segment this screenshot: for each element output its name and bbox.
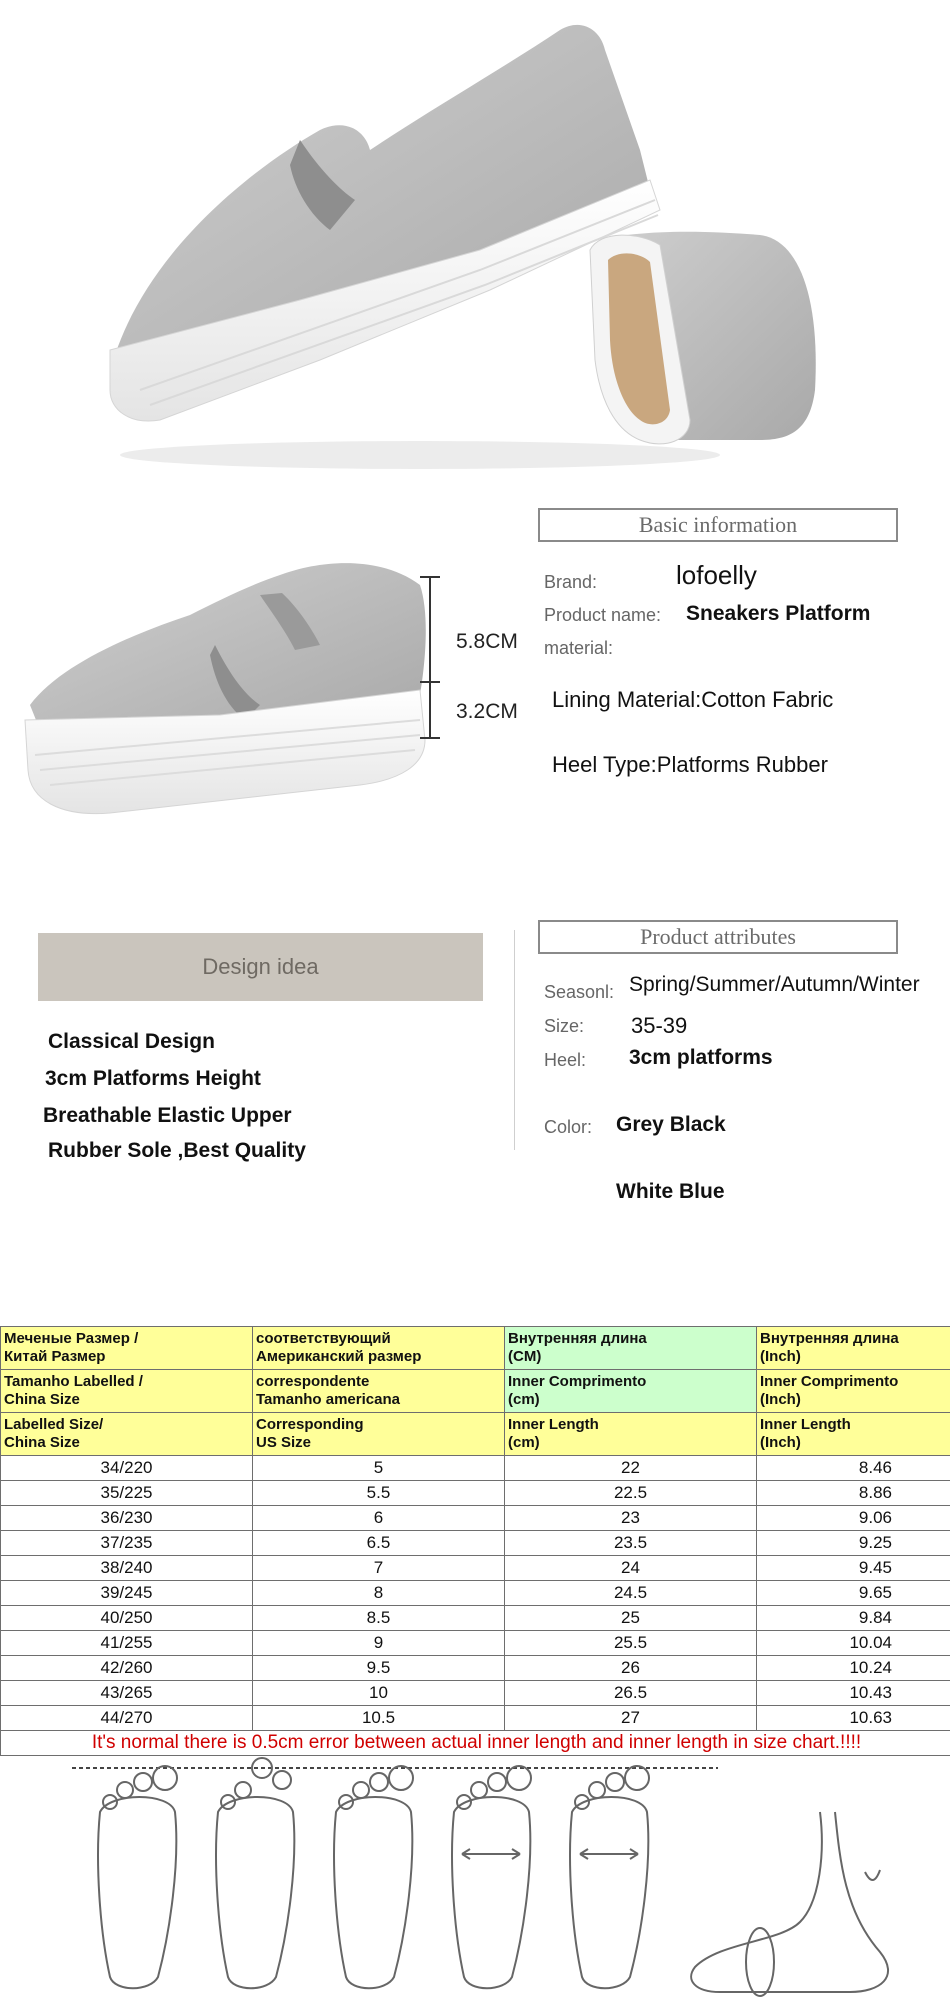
color-value-1: Grey Black xyxy=(616,1113,726,1136)
table-row xyxy=(1,1581,950,1606)
table-cell: 8.86 xyxy=(757,1481,950,1506)
table-cell: 9.84 xyxy=(757,1606,950,1631)
table-cell: 24 xyxy=(505,1556,757,1581)
size-table-header-row xyxy=(1,1413,950,1456)
header-cell: Внутренняя длина (CM) xyxy=(505,1327,757,1370)
table-row xyxy=(1,1681,950,1706)
table-cell: 22.5 xyxy=(505,1481,757,1506)
table-cell: 9.25 xyxy=(757,1531,950,1556)
product-name-label: Product name: xyxy=(544,605,662,625)
table-cell: 10.24 xyxy=(757,1656,950,1681)
season-value: Spring/Summer/Autumn/Winter xyxy=(629,973,920,996)
header-cell: Внутренняя длина (Inch) xyxy=(757,1327,950,1370)
table-cell: 36/230 xyxy=(1,1506,253,1531)
table-row xyxy=(1,1631,950,1656)
material-label: material: xyxy=(544,638,614,658)
color-value-2: White Blue xyxy=(616,1180,725,1203)
table-cell: 35/225 xyxy=(1,1481,253,1506)
table-cell: 10.04 xyxy=(757,1631,950,1656)
header-cell: соответствующий Американский размер xyxy=(253,1327,505,1370)
table-row xyxy=(1,1556,950,1581)
table-cell: 41/255 xyxy=(1,1631,253,1656)
table-cell: 38/240 xyxy=(1,1556,253,1581)
table-cell: 44/270 xyxy=(1,1706,253,1731)
table-cell: 42/260 xyxy=(1,1656,253,1681)
product-name-value: Sneakers Platform xyxy=(686,602,871,625)
table-cell: 8.5 xyxy=(253,1606,505,1631)
table-cell: 23 xyxy=(505,1506,757,1531)
table-row xyxy=(1,1706,950,1731)
table-row xyxy=(1,1456,950,1481)
size-table-header-row xyxy=(1,1370,950,1413)
table-cell: 10.43 xyxy=(757,1681,950,1706)
table-cell: 37/235 xyxy=(1,1531,253,1556)
table-cell: 26 xyxy=(505,1656,757,1681)
table-cell: 9.06 xyxy=(757,1506,950,1531)
size-label: Size: xyxy=(544,1016,585,1036)
header-cell: Inner Comprimento (cm) xyxy=(505,1370,757,1413)
size-value: 35-39 xyxy=(631,1013,688,1038)
basic-info-header: Basic information xyxy=(538,508,898,542)
table-cell: 8 xyxy=(253,1581,505,1606)
table-row xyxy=(1,1531,950,1556)
table-cell: 27 xyxy=(505,1706,757,1731)
heel-label: Heel: xyxy=(544,1050,587,1070)
design-item-2: 3cm Platforms Height xyxy=(45,1067,261,1090)
heel-value: 3cm platforms xyxy=(629,1046,773,1069)
brand-label: Brand: xyxy=(544,572,598,592)
table-cell: 10.63 xyxy=(757,1706,950,1731)
header-cell: correspondente Tamanho americana xyxy=(253,1370,505,1413)
table-cell: 43/265 xyxy=(1,1681,253,1706)
table-row xyxy=(1,1606,950,1631)
table-cell: 9.65 xyxy=(757,1581,950,1606)
table-cell: 23.5 xyxy=(505,1531,757,1556)
table-cell: 40/250 xyxy=(1,1606,253,1631)
table-cell: 5 xyxy=(253,1456,505,1481)
header-cell: Inner Length (Inch) xyxy=(757,1413,950,1456)
table-cell: 10 xyxy=(253,1681,505,1706)
upper-height-label: 5.8CM xyxy=(456,630,518,653)
season-label: Seasonl: xyxy=(544,982,615,1002)
product-attributes-header: Product attributes xyxy=(538,920,898,954)
header-cell: Меченые Размер / Китай Размер xyxy=(1,1327,253,1370)
table-cell: 26.5 xyxy=(505,1681,757,1706)
table-row xyxy=(1,1506,950,1531)
color-label: Color: xyxy=(544,1117,593,1137)
dimension-bracket xyxy=(420,575,440,740)
foot-measure-diagram xyxy=(0,1752,950,1997)
table-cell: 8.46 xyxy=(757,1456,950,1481)
header-cell: Corresponding US Size xyxy=(253,1413,505,1456)
header-cell: Inner Length (cm) xyxy=(505,1413,757,1456)
design-item-1: Classical Design xyxy=(48,1030,215,1053)
header-cell: Inner Comprimento (Inch) xyxy=(757,1370,950,1413)
table-cell: 9.45 xyxy=(757,1556,950,1581)
table-cell: 6.5 xyxy=(253,1531,505,1556)
table-cell: 6 xyxy=(253,1506,505,1531)
table-cell: 10.5 xyxy=(253,1706,505,1731)
table-row xyxy=(1,1481,950,1506)
brand-value: lofoelly xyxy=(676,560,757,590)
header-cell: Labelled Size/ China Size xyxy=(1,1413,253,1456)
lining-material: Lining Material:Cotton Fabric xyxy=(552,687,834,712)
table-cell: 22 xyxy=(505,1456,757,1481)
table-cell: 9.5 xyxy=(253,1656,505,1681)
table-cell: 24.5 xyxy=(505,1581,757,1606)
table-cell: 25.5 xyxy=(505,1631,757,1656)
side-shoe-image xyxy=(20,555,440,825)
size-table-header-row xyxy=(1,1327,950,1370)
table-cell: 34/220 xyxy=(1,1456,253,1481)
table-cell: 5.5 xyxy=(253,1481,505,1506)
heel-type: Heel Type:Platforms Rubber xyxy=(552,752,828,777)
size-note: It's normal there is 0.5cm error between actual inner length and inner length in size chart.!!!! xyxy=(1,1731,950,1756)
design-idea-header: Design idea xyxy=(38,933,483,1001)
design-item-4: Rubber Sole ,Best Quality xyxy=(48,1139,306,1162)
hero-shoe-image xyxy=(0,0,950,480)
platform-height-label: 3.2CM xyxy=(456,700,518,723)
table-cell: 39/245 xyxy=(1,1581,253,1606)
design-item-3: Breathable Elastic Upper xyxy=(43,1104,292,1127)
section-divider xyxy=(514,930,515,1150)
table-row xyxy=(1,1656,950,1681)
table-cell: 7 xyxy=(253,1556,505,1581)
table-cell: 25 xyxy=(505,1606,757,1631)
header-cell: Tamanho Labelled / China Size xyxy=(1,1370,253,1413)
size-chart-table xyxy=(0,1326,950,1756)
table-cell: 9 xyxy=(253,1631,505,1656)
